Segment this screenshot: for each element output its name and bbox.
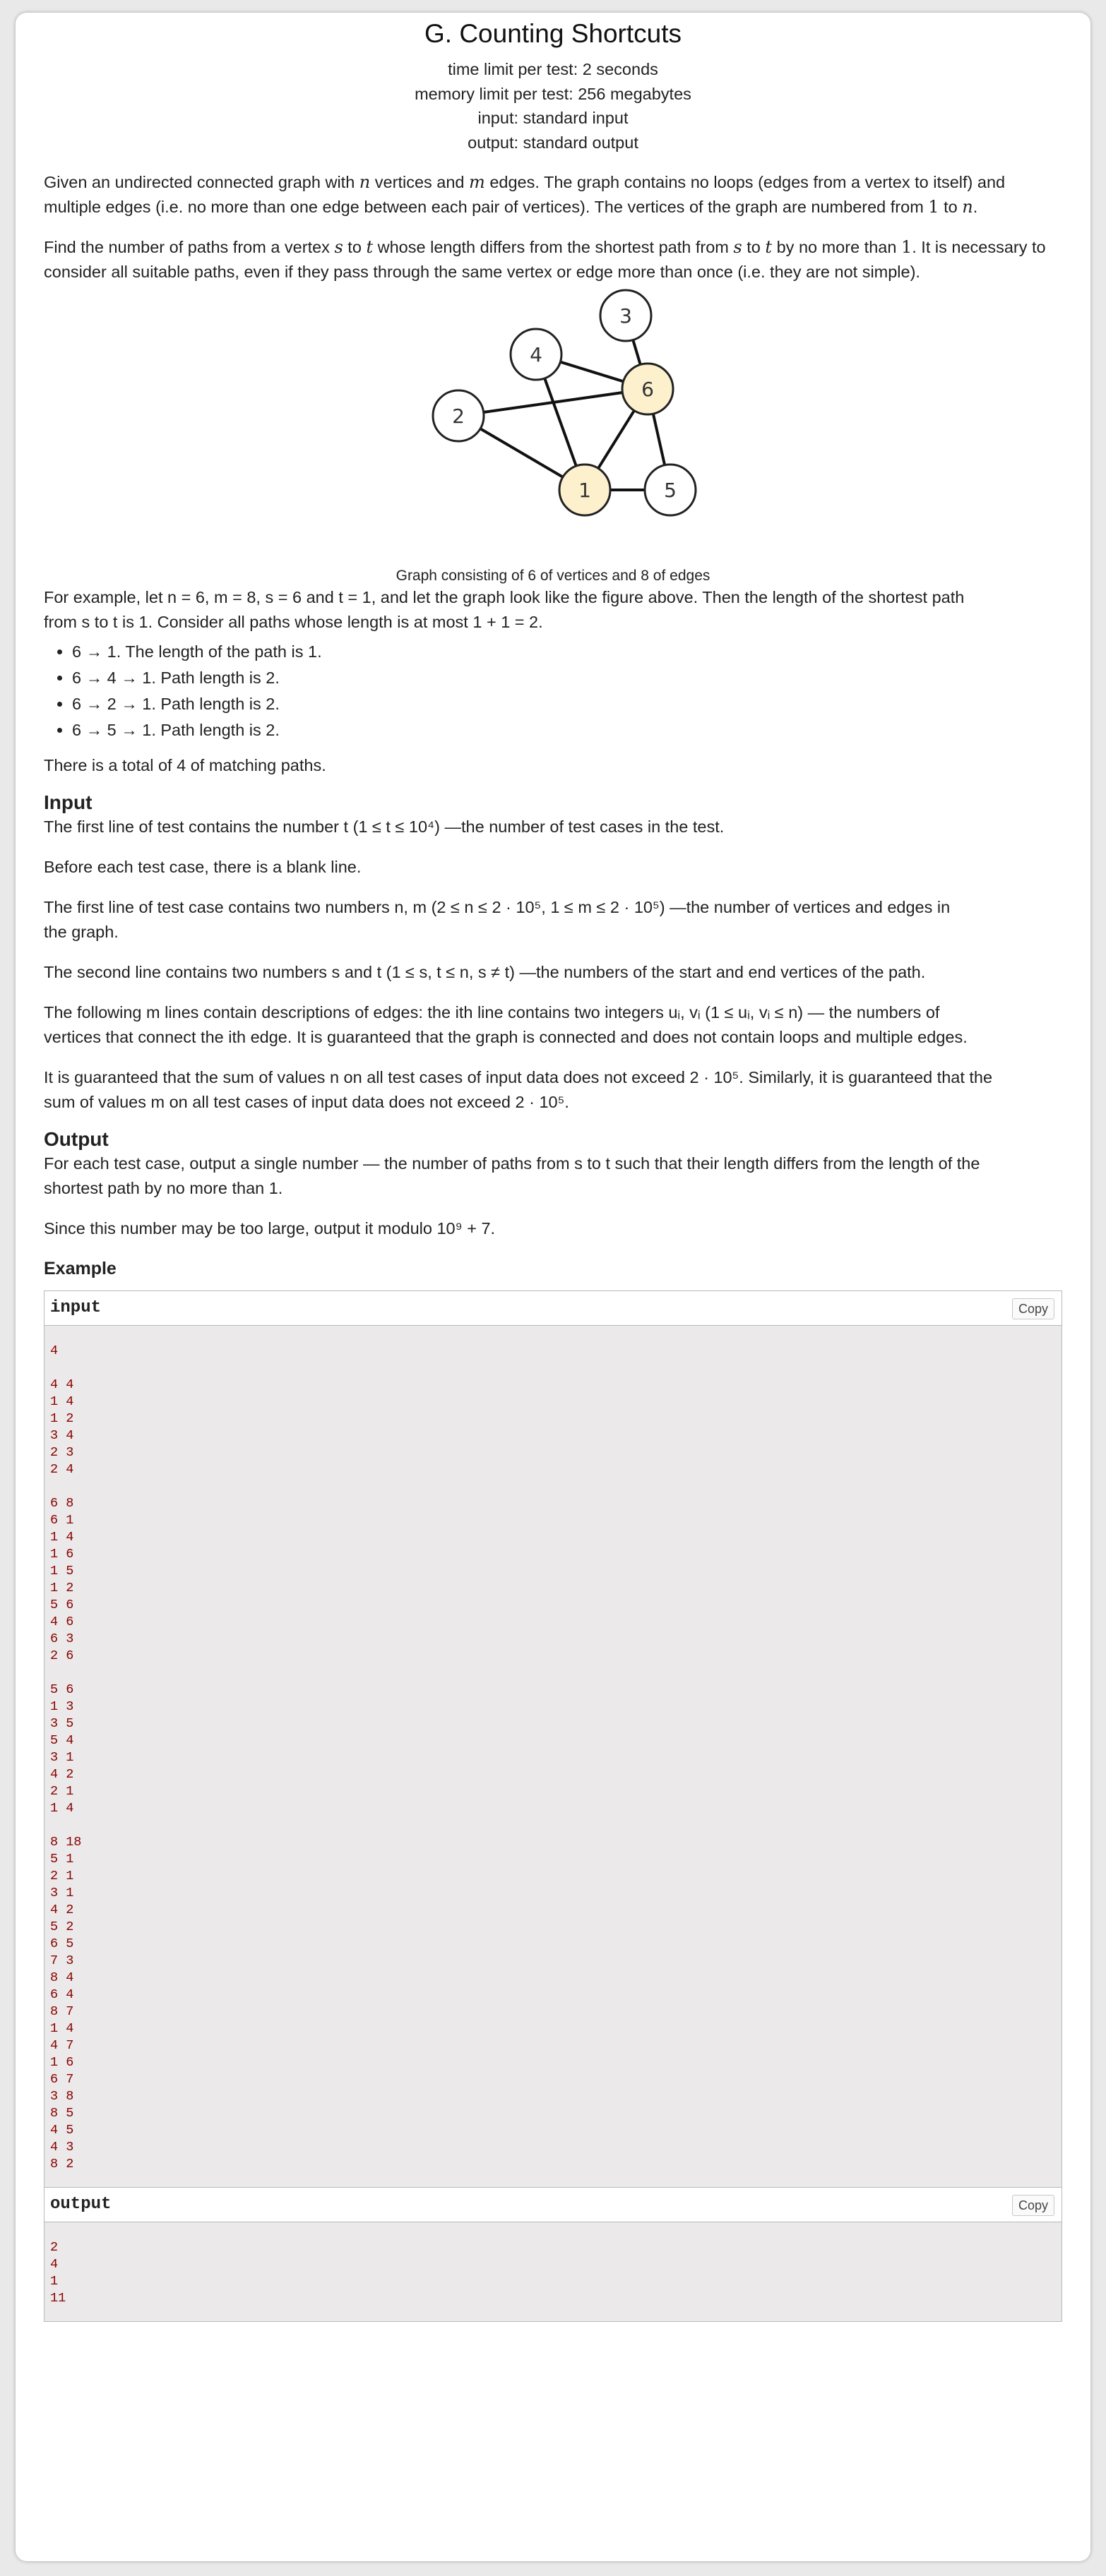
problem-card xyxy=(16,13,1090,2561)
graph-node-3 xyxy=(600,290,651,341)
input-p2: Before each test case, there is a blank line. xyxy=(44,858,362,876)
path-list xyxy=(44,639,1062,743)
graph-edge-2-6 xyxy=(458,389,648,416)
input-label: input xyxy=(50,1298,102,1317)
path-item: • 6 → 2 → 1. Path length is 2. xyxy=(72,691,1062,717)
statement-paragraph-2: Find the number of paths from a vertex s to t whose length differs from the shortest path from s to t by no more than 1. It is necessary to consider all suitable paths, even if they pass through the same vertex or edge more than once (i.e. they are not simple). xyxy=(44,237,1046,281)
graph-node-6 xyxy=(622,364,673,414)
input-section-title: Input xyxy=(44,791,93,813)
memory-limit: memory limit per test: 256 megabytes xyxy=(415,84,691,103)
output-header xyxy=(44,2188,1062,2222)
sample-output: 2 4 1 11 xyxy=(50,2240,66,2306)
path-item: • 6 → 1. The length of the path is 1. xyxy=(72,639,1062,665)
graph-node-label: 1 xyxy=(578,479,591,502)
problem-statement xyxy=(44,13,1062,2322)
input-source: input: standard input xyxy=(477,109,629,127)
example-output-box xyxy=(44,2188,1062,2322)
graph-node-label: 5 xyxy=(664,479,677,502)
example-line-2: from s to t is 1. Consider all paths whose length is at most 1 + 1 = 2. xyxy=(44,613,543,631)
statement-paragraph-1: Given an undirected connected graph with n vertices and m edges. The graph contains no loops (edges from a vertex to itself) and multiple edges (i.e. no more than one edge between each pair of vertices). The vertices of the graph are numbered from 1 to n. xyxy=(44,172,1006,217)
graph-node-label: 2 xyxy=(452,405,465,428)
problem-title: G. Counting Shortcuts xyxy=(424,19,682,48)
output-label: output xyxy=(50,2195,112,2214)
input-header xyxy=(44,1291,1062,1326)
path-item: • 6 → 4 → 1. Path length is 2. xyxy=(72,665,1062,691)
graph-node-4 xyxy=(511,329,561,380)
copy-input-button[interactable]: Copy xyxy=(1012,1298,1054,1319)
copy-output-button[interactable]: Copy xyxy=(1012,2195,1054,2216)
graph-diagram xyxy=(44,284,1062,567)
path-item: • 6 → 5 → 1. Path length is 2. xyxy=(72,717,1062,743)
graph-node-label: 6 xyxy=(641,378,654,401)
input-p5: The following m lines contain descriptions of edges: the ith line contains two integers uᵢ, vᵢ (1 ≤ uᵢ, vᵢ ≤ n) — the numbers of vertices that connect the ith edge. It is guaranteed that the graph is connected and does not contain loops and multiple edges. xyxy=(44,1003,968,1046)
input-p6: It is guaranteed that the sum of values n on all test cases of input data does not exceed 2 · 10⁵. Similarly, it is guaranteed that the sum of values m on all test cases of input data does not exceed 2 · 10⁵. xyxy=(44,1068,993,1111)
example-line-1: For example, let n = 6, m = 8, s = 6 and t = 1, and let the graph look like the figure above. Then the length of the shortest path xyxy=(44,588,965,606)
output-p2: Since this number may be too large, output it modulo 10⁹ + 7. xyxy=(44,1219,496,1238)
graph-node-1 xyxy=(559,465,610,515)
input-p3: The first line of test case contains two numbers n, m (2 ≤ n ≤ 2 · 10⁵, 1 ≤ m ≤ 2 · 10⁵) —the number of vertices and edges in the graph. xyxy=(44,898,951,941)
sample-input: 4 4 4 1 4 1 2 3 4 2 3 2 4 6 8 6 1 1 4 1 6 1 5 1 2 5 6 4 6 6 3 2 6 5 6 1 3 3 5 5 4 3 1 4 2 2 1 1 4 8 18 5 1 2 1 3 1 4 2 5 2 6 5 7 3 8 4 6 4 8 7 1 4 4 7 1 6 6 7 3 8 8 5 4 5 4 3 8 2 xyxy=(50,1343,82,2171)
problem-limits xyxy=(44,57,1062,155)
graph-figure xyxy=(44,284,1062,567)
graph-node-label: 3 xyxy=(619,304,632,328)
output-section-title: Output xyxy=(44,1128,109,1150)
example-input-box xyxy=(44,1290,1062,2188)
graph-node-2 xyxy=(433,390,484,441)
output-p1: For each test case, output a single number — the number of paths from s to t such that their length differs from the length of the shortest path by no more than 1. xyxy=(44,1154,980,1197)
time-limit: time limit per test: 2 seconds xyxy=(448,60,658,78)
output-target: output: standard output xyxy=(468,133,638,152)
graph-node-label: 4 xyxy=(530,343,542,366)
graph-caption: Graph consisting of 6 of vertices and 8 of edges xyxy=(396,568,710,584)
graph-node-5 xyxy=(645,465,696,515)
example-title: Example xyxy=(44,1259,117,1278)
total-paths: There is a total of 4 of matching paths. xyxy=(44,756,326,774)
input-p4: The second line contains two numbers s and t (1 ≤ s, t ≤ n, s ≠ t) —the numbers of the start and end vertices of the path. xyxy=(44,963,926,981)
input-p1: The first line of test contains the number t (1 ≤ t ≤ 10⁴) —the number of test cases in the test. xyxy=(44,817,725,836)
example-paragraph xyxy=(44,585,1062,635)
